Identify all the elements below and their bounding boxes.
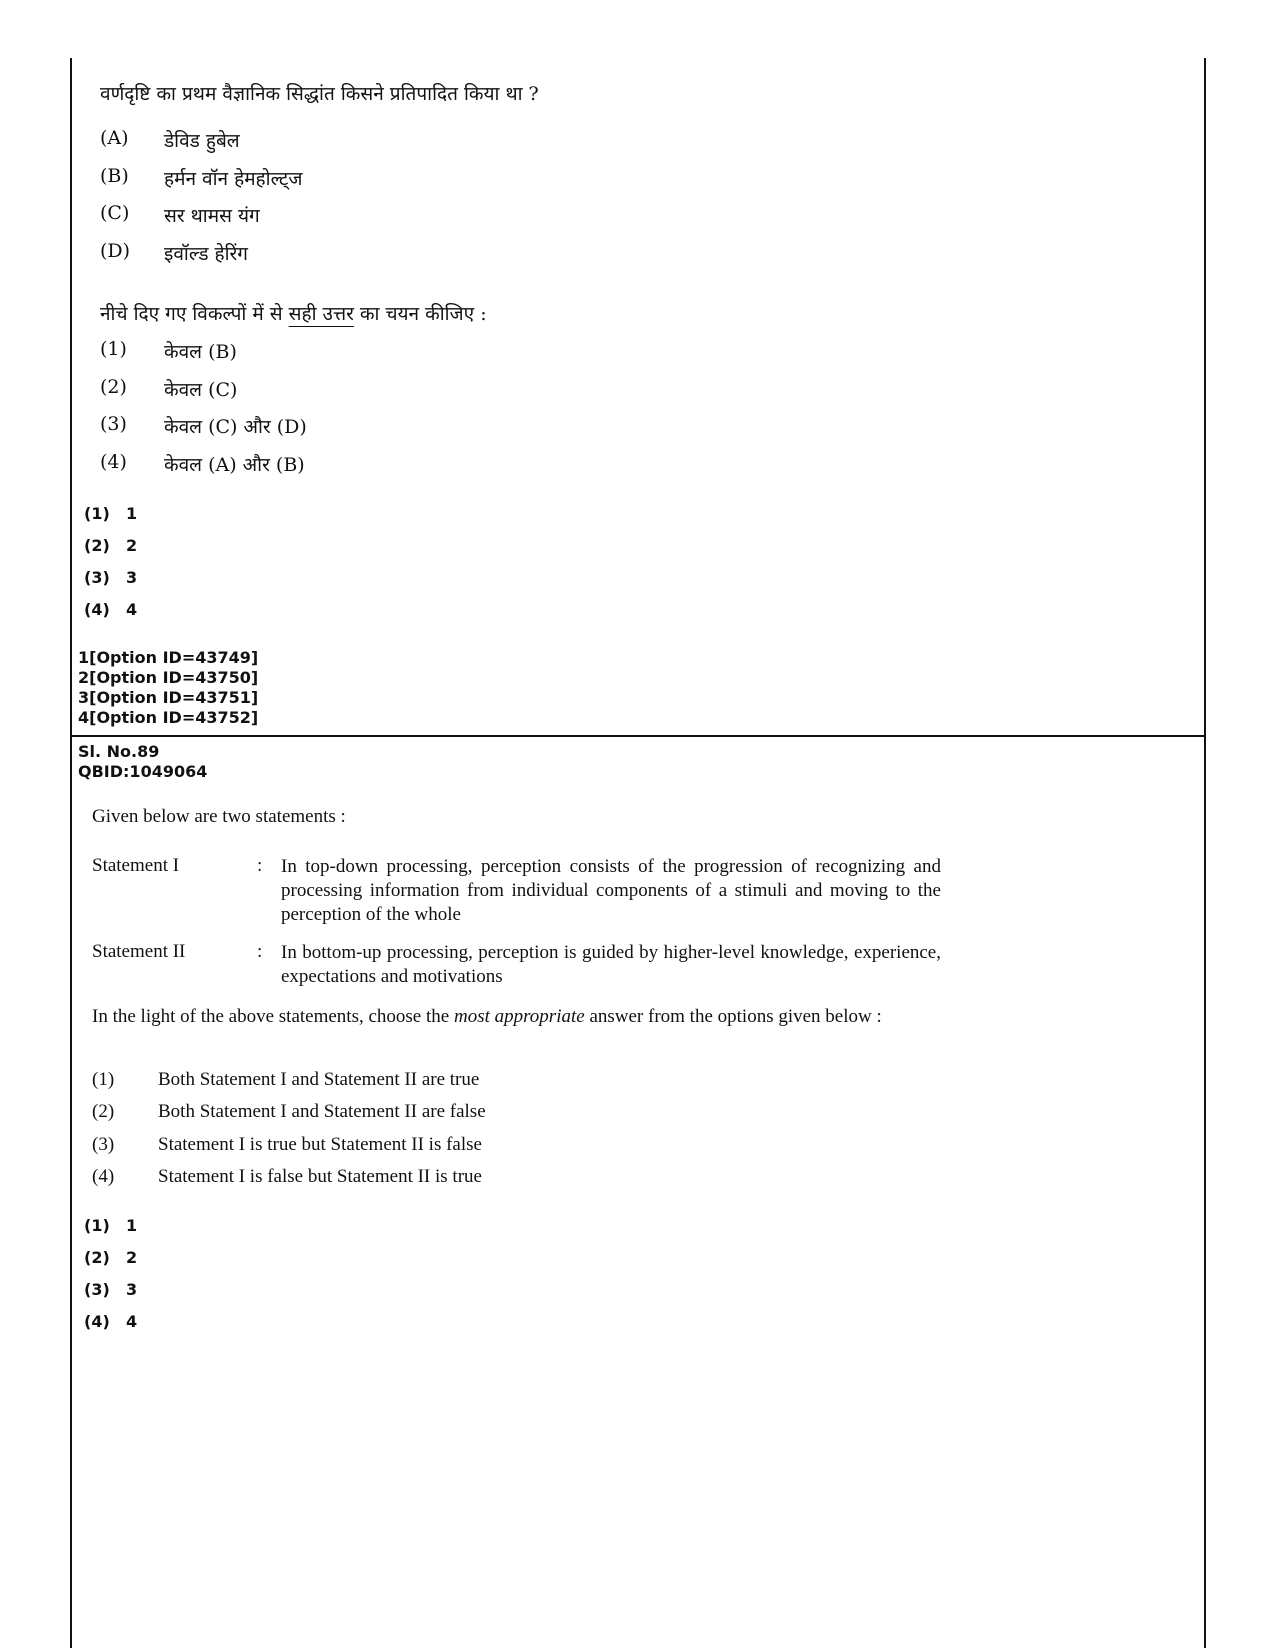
statement-colon: : [257,855,263,876]
option-text: Statement I is false but Statement II is true [158,1166,482,1187]
option-row [92,1134,482,1156]
answer-row [84,504,137,523]
answer-value: 1 [126,1216,138,1235]
answer-row [84,1280,137,1299]
answer-row [84,568,137,587]
option-label: (1) [100,338,127,360]
option-row [100,451,305,477]
choice-row [100,240,248,266]
answer-label: (4) [84,1312,110,1331]
option-label: (4) [100,451,127,473]
page-border-right [1204,58,1206,1648]
option-row [92,1101,486,1123]
answer-value: 2 [126,1248,138,1267]
option-text: Statement I is true but Statement II is false [158,1134,482,1155]
qbid: QBID:1049064 [78,762,208,781]
answer-value: 2 [126,536,138,555]
statement-row [92,941,941,989]
instruction-part: का चयन कीजिए : [353,303,487,325]
answer-row [84,600,137,619]
answer-label: (2) [84,1248,110,1267]
option-label: (2) [92,1101,115,1122]
answer-value: 1 [126,504,138,523]
serial-number: Sl. No.89 [78,742,160,761]
option-id: 4[Option ID=43752] [78,708,259,727]
option-text: केवल (C) [164,379,238,401]
answer-row [84,1216,137,1235]
answer-value: 4 [126,600,138,619]
answer-row [84,536,137,555]
answer-value: 4 [126,1312,138,1331]
answer-label: (1) [84,1216,110,1235]
answer-row [84,1248,137,1267]
answer-label: (2) [84,536,110,555]
statement-text: In bottom-up processing, perception is guided by higher-level knowledge, experience, expectations and motivations [281,942,941,987]
option-row [100,413,307,439]
option-label: (3) [100,413,127,435]
choice-label: (A) [100,127,129,149]
statement-name: Statement II [92,941,186,962]
choice-text: इवॉल्ड हेरिंग [164,243,248,265]
prompt-part: In the light of the above statements, choose the [92,1006,454,1027]
answer-value: 3 [126,568,138,587]
choice-row [100,165,303,191]
question-header [78,742,207,782]
option-label: (1) [92,1069,115,1090]
instruction-part: नीचे दिए गए विकल्पों में से [100,303,289,325]
option-label: (4) [92,1166,115,1187]
choice-text: डेविड हुबेल [164,130,240,152]
answer-label: (3) [84,1280,110,1299]
answer-value: 3 [126,1280,138,1299]
option-text: Both Statement I and Statement II are true [158,1069,480,1090]
statement-text: In top-down processing, perception consists of the progression of recognizing and processing information from individual components of a stimuli and moving to the perception of the whole [281,856,941,925]
answer-label: (4) [84,600,110,619]
answer-row [84,1312,137,1331]
option-text: केवल (C) और (D) [164,416,307,438]
statement-colon: : [257,941,263,962]
option-id: 3[Option ID=43751] [78,688,259,707]
option-label: (2) [100,376,127,398]
option-text: केवल (A) और (B) [164,454,305,476]
question-prompt [92,1005,947,1029]
option-row [100,376,237,402]
choice-label: (C) [100,202,130,224]
page-border-left [70,58,72,1648]
choice-label: (B) [100,165,129,187]
option-row [100,338,237,364]
option-row [92,1166,482,1188]
statement-name: Statement I [92,855,180,876]
answer-label: (1) [84,504,110,523]
instruction-text [100,300,487,326]
instruction-emphasis: सही उत्तर [288,303,354,325]
question-divider [70,735,1206,737]
option-id: 1[Option ID=43749] [78,648,259,667]
prompt-part: answer from the options given below : [584,1006,882,1027]
option-text: Both Statement I and Statement II are false [158,1101,486,1122]
question-text: वर्णदृष्टि का प्रथम वैज्ञानिक सिद्धांत किसने प्रतिपादित किया था ? [100,83,539,105]
option-text: केवल (B) [164,341,237,363]
option-label: (3) [92,1134,115,1155]
choice-label: (D) [100,240,131,262]
choice-text: हर्मन वॉन हेमहोल्ट्ज [164,168,303,190]
question-intro: Given below are two statements : [92,806,346,827]
choice-row [100,202,260,228]
option-row [92,1069,479,1091]
choice-row [100,127,240,153]
answer-label: (3) [84,568,110,587]
prompt-emphasis: most appropriate [453,1006,585,1027]
option-id: 2[Option ID=43750] [78,668,259,687]
statement-row [92,855,941,927]
choice-text: सर थामस यंग [164,205,260,227]
